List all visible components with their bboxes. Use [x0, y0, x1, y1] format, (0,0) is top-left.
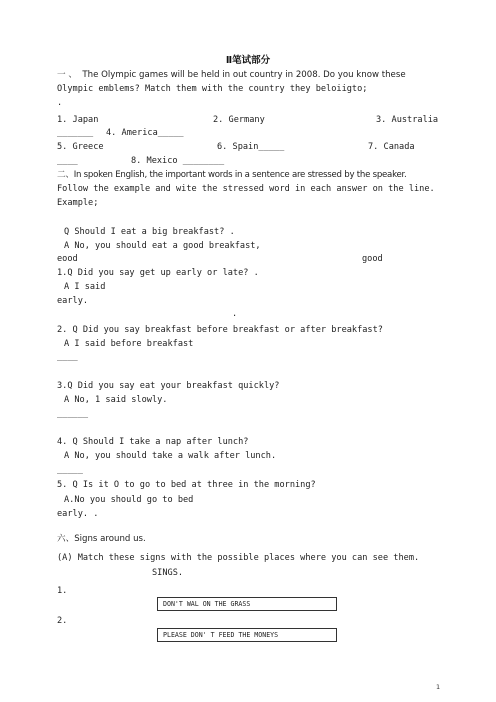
page-title: Ⅱ笔试部分 [225, 55, 271, 66]
country-australia: 3. Australia [376, 115, 439, 125]
country-japan: 1. Japan [57, 115, 99, 125]
example-stressed-right: good [362, 254, 383, 264]
section1-heading-line1: 一 、 The Olympic games will be held in out country in 2008. Do you know these [57, 70, 406, 80]
sign-2-text: PLEASE DON' T FEED THE MONEYS [163, 631, 279, 639]
answer-1-continued: early. [57, 296, 89, 306]
answer-4-blank: _____ [57, 465, 83, 475]
section6-subheading-a: (A) Match these signs with the possible places where you can see them. [57, 553, 420, 563]
sign-box-2 [157, 628, 337, 642]
answer-3: A No, 1 said slowly. [64, 395, 168, 405]
country-spain: 6. Spain_____ [217, 142, 285, 152]
question-1: 1.Q Did you say get up early or late? . [57, 268, 259, 278]
country-america: 4. America_____ [106, 128, 184, 138]
stray-dot: . [232, 309, 238, 319]
sign-item-2-number: 2. [57, 616, 68, 626]
answer-3-blank: ______ [57, 409, 89, 419]
canada-answer-blank: ____ [57, 156, 78, 166]
example-label: Example; [57, 198, 99, 208]
answer-5: A.No you should go to bed [64, 495, 194, 505]
example-stressed-left: eood [57, 254, 78, 264]
sign-1-text: DON'T WAL ON THE GRASS [163, 600, 251, 608]
section2-heading-line2: Follow the example and wite the stressed word in each answer on the line. [57, 184, 435, 194]
signs-label: SINGS. [152, 568, 184, 578]
country-greece: 5. Greece [57, 142, 104, 152]
answer-2-blank: ____ [57, 352, 78, 362]
country-mexico: 8. Mexico ________ [131, 156, 225, 166]
section2-heading-line1: 二、In spoken English, the important words in a sentence are stressed by the speaker. [57, 170, 407, 180]
section6-heading: 六、Signs around us. [57, 534, 146, 544]
sign-item-1-number: 1. [57, 586, 68, 596]
section1-dot: . [57, 98, 63, 108]
question-3: 3.Q Did you say eat your breakfast quickly? [57, 381, 280, 391]
answer-4: A No, you should take a walk after lunch. [64, 451, 277, 461]
example-question: Q Should I eat a big breakfast? . [64, 227, 235, 237]
country-canada: 7. Canada [368, 142, 415, 152]
sign-box-1 [157, 597, 337, 611]
answer-5-continued: early. . [57, 509, 99, 519]
example-answer: A No, you should eat a good breakfast, [64, 241, 261, 251]
page-number: 1 [436, 683, 441, 691]
australia-answer-blank: _______ [57, 128, 94, 138]
answer-2: A I said before breakfast [64, 339, 194, 349]
question-4: 4. Q Should I take a nap after lunch? [57, 437, 249, 447]
question-5: 5. Q Is it O to go to bed at three in the morning? [57, 480, 316, 490]
answer-1: A I said [64, 282, 106, 292]
question-2: 2. Q Did you say breakfast before breakfast or after breakfast? [57, 325, 383, 335]
section1-heading-line2: Olympic emblems? Match them with the country they beloiigto; [57, 84, 368, 94]
country-germany: 2. Germany [213, 115, 265, 125]
